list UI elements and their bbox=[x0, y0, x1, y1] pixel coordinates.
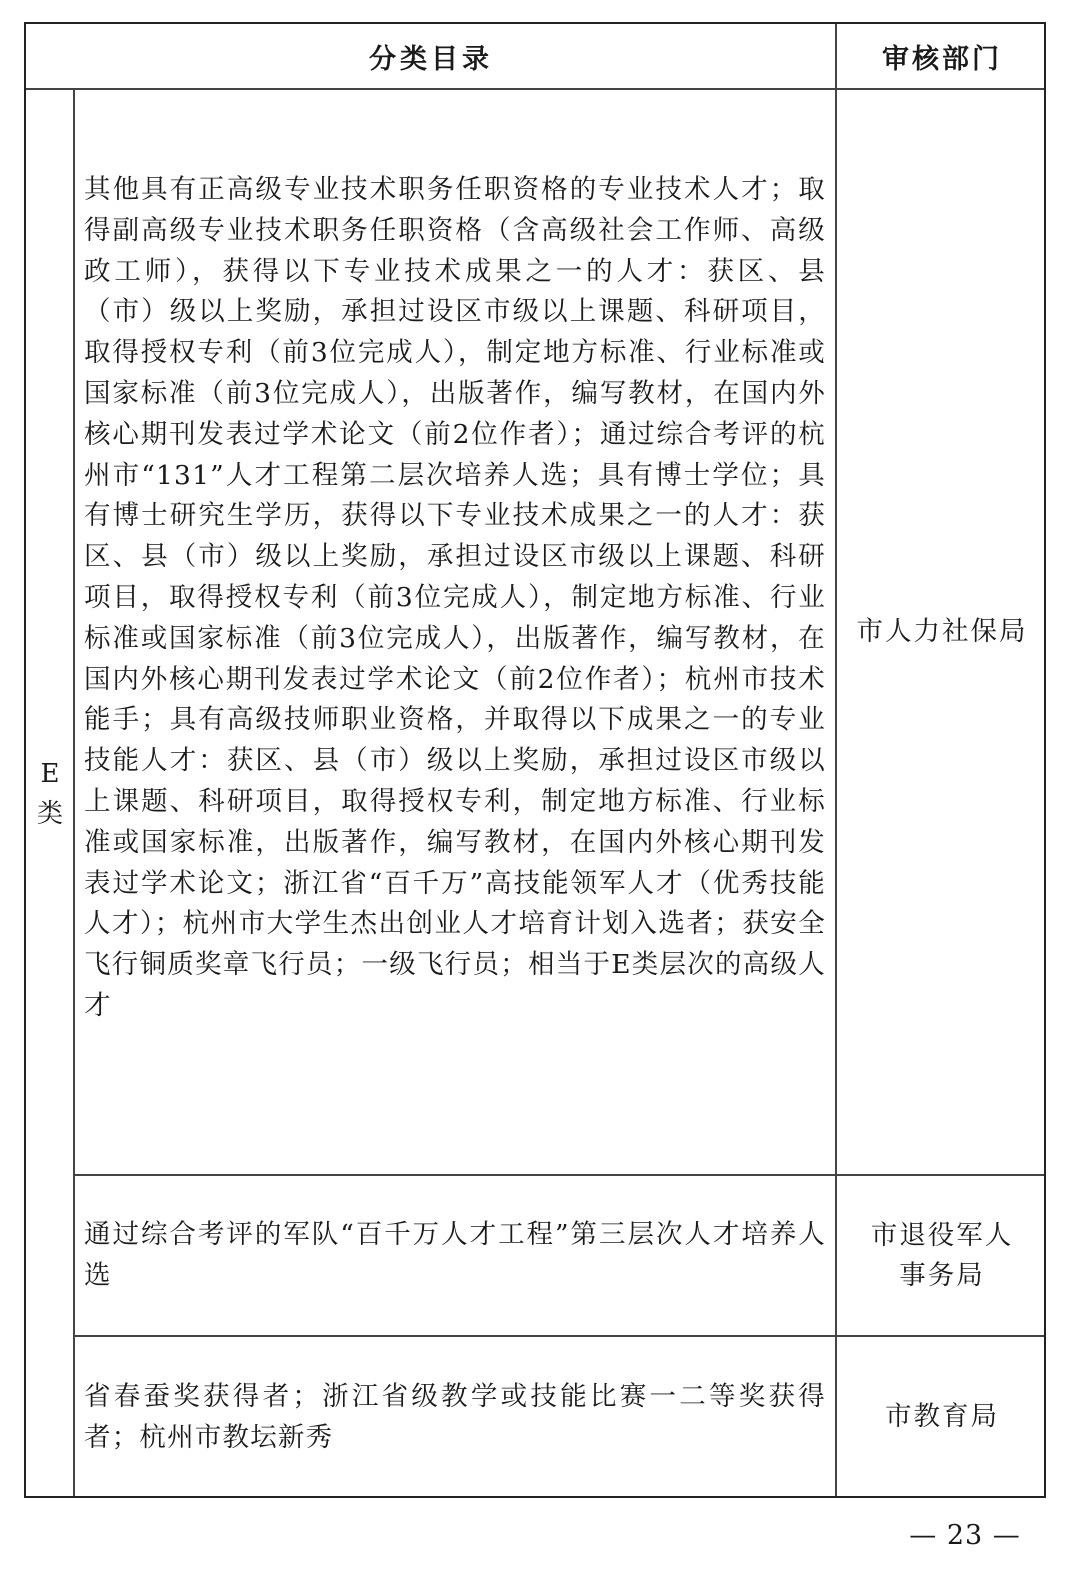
category-letter: E bbox=[40, 759, 60, 789]
department-column-divider bbox=[835, 24, 837, 1496]
category-label bbox=[26, 90, 74, 1498]
row-2-department bbox=[838, 1176, 1046, 1335]
page-number: — 23 — bbox=[909, 1520, 1021, 1551]
header-category-directory: 分类目录 bbox=[369, 43, 493, 75]
row-1-department: 市人力社保局 bbox=[856, 616, 1028, 647]
row-2-department-line1: 市退役军人 bbox=[870, 1219, 1014, 1251]
classification-table bbox=[24, 22, 1046, 1498]
row-3-content: 省春蚕奖获得者；浙江省级教学或技能比赛一二等奖获得者；杭州市教坛新秀 bbox=[84, 1381, 826, 1453]
category-suffix: 类 bbox=[36, 799, 63, 829]
row-2-department-line2: 事务局 bbox=[899, 1259, 985, 1291]
row-2-content: 通过综合考评的军队“百千万人才工程”第三层次人才培养人选 bbox=[84, 1219, 826, 1291]
header-review-department: 审核部门 bbox=[882, 43, 1002, 75]
row-1-content: 其他具有正高级专业技术职务任职资格的专业技术人才；取得副高级专业技术职务任职资格（含高级社会工作师、高级政工师），获得以下专业技术成果之一的人才：获区、县（市）级以上奖励，承担过设区市级以上课题、科研项目，取得授权专利（前3位完成人），制定地方标准、行业标准或国家标准（前3位完成人），出版著作，编写教材，在国内外核心期刊发表过学术论文（前2位作者）；通过综合考评的杭州市“131”人才工程第二层次培养人选；具有博士学位；具有博士研究生学历，获得以下专业技术成果之一的人才：获区、县（市）级以上奖励，承担过设区市级以上课题、科研项目，取得授权专利（前3位完成人），制定地方标准、行业标准或国家标准（前3位完成人），出版著作，编写教材，在国内外核心期刊发表过学术论文（前2位作者）；杭州市技术能手；具有高级技师职业资格，并取得以下成果之一的专业技能人才：获区、县（市）级以上奖励，承担过设区市级以上课题、科研项目，取得授权专利，制定地方标准、行业标准或国家标准，出版著作，编写教材，在国内外核心期刊发表过学术论文；浙江省“百千万”高技能领军人才（优秀技能人才）；杭州市大学生杰出创业人才培育计划入选者；获安全飞行铜质奖章飞行员；一级飞行员；相当于E类层次的高级人才 bbox=[84, 174, 826, 1021]
row-3-department: 市教育局 bbox=[885, 1400, 999, 1432]
